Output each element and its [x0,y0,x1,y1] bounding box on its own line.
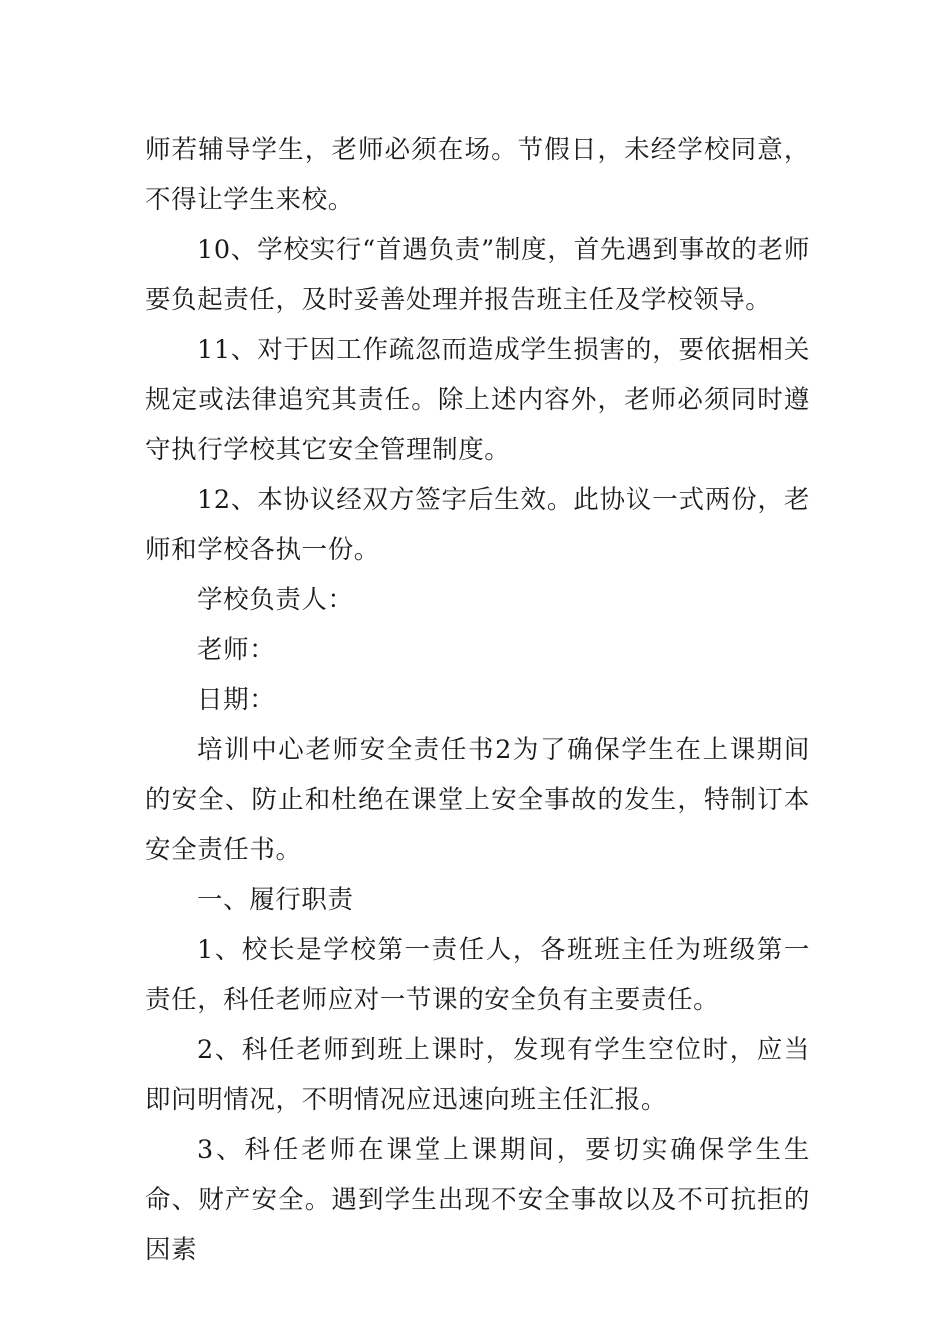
paragraph: 1、校长是学校第一责任人，各班班主任为班级第一责任，科任老师应对一节课的安全负有主要责任。 [145,935,810,1015]
paragraph: 12、本协议经双方签字后生效。此协议一式两份，老师和学校各执一份。 [145,485,810,565]
signature-line-date: 日期： [197,685,276,715]
paragraph: 10、学校实行“首遇负责”制度，首先遇到事故的老师要负起责任，及时妥善处理并报告班主任及学校领导。 [145,235,810,315]
paragraph: 2、科任老师到班上课时，发现有学生空位时，应当即问明情况，不明情况应迅速向班主任汇报。 [145,1035,810,1115]
paragraph: 3、科任老师在课堂上课期间，要切实确保学生生命、财产安全。遇到学生出现不安全事故以及不可抗拒的因素 [145,1135,810,1265]
paragraph: 培训中心老师安全责任书2为了确保学生在上课期间的安全、防止和杜绝在课堂上安全事故的发生，特制订本安全责任书。 [145,735,810,865]
document-body [145,125,810,1275]
paragraph: 11、对于因工作疏忽而造成学生损害的，要依据相关规定或法律追究其责任。除上述内容外，老师必须同时遵守执行学校其它安全管理制度。 [145,335,810,465]
signature-line-teacher: 老师： [197,635,276,665]
section-heading: 一、履行职责 [197,885,354,915]
paragraph: 师若辅导学生，老师必须在场。节假日，未经学校同意，不得让学生来校。 [145,135,810,215]
signature-line-school-head: 学校负责人： [197,585,354,615]
